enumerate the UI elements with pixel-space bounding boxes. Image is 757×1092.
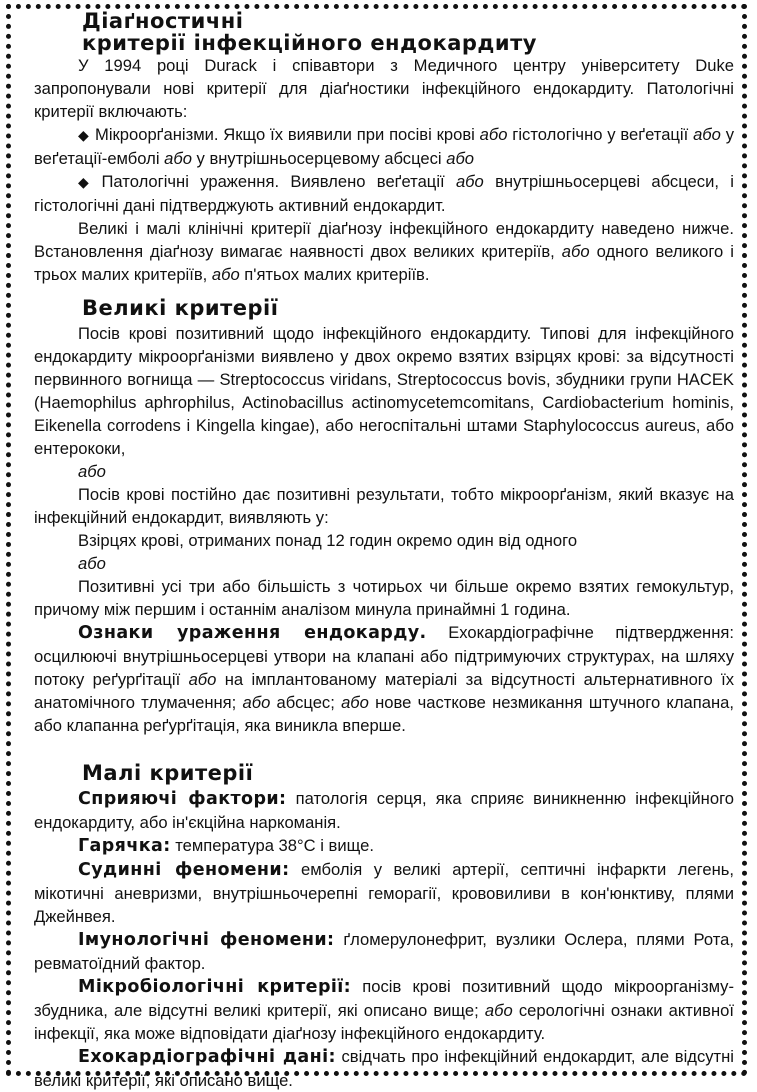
minor-fever: Гарячка: температура 38°С і вище. bbox=[78, 836, 374, 856]
diamond-icon: ◆ bbox=[78, 174, 96, 190]
minor-microbiologic: Мікробіологічні критерії: посів крові позитивний щодо мікроорганізму-збудника, але відсутні великі критерії, які описано вище; або серологічні ознаки активної інфекції, яка може відповідати діаґнозу інфекційного ендокардиту. bbox=[34, 977, 734, 1043]
bullet-microorganisms: ◆ Мікроорґанізми. Якщо їх виявили при посіві крові або гістологічно у веґетації або у веґетації-емболі або у внутрішньосерцевому абсцесі або bbox=[34, 125, 734, 168]
minor-predisposing: Сприяючі фактори: патологія серця, яка сприяє виникненню інфекційного ендокардиту, або ін'єкційна наркоманія. bbox=[34, 789, 734, 832]
minor-criteria-heading: Малі критерії bbox=[82, 761, 254, 785]
diagnosis-paragraph: Великі і малі клінічні критерії діаґнозу інфекційного ендокардиту наведено нижче. Встановлення діаґнозу вимагає наявності двох великих критеріїв, або одного великого і трьох малих критеріїв, або п'ятьох малих критеріїв. bbox=[34, 219, 734, 284]
endocardium-paragraph: Ознаки ураження ендокарду. Ехокардіографічне підтвердження: осцилюючі внутрішньосерцеві утвори на клапані або підтримуючих структурах, на шляху потоку реґурґітації або на імплантованому матеріалі за відсутності альтернативного їх анатомічного тлумачення; або абсцес; або нове часткове незмикання штучного клапана, або клапанна реґурґітація, яка виникла вперше. bbox=[34, 623, 734, 735]
minor-vascular: Судинні феномени: емболія у великі артерії, септичні інфаркти легень, мікотичні аневризми, внутрішньочерепні геморагії, крововиливи в кон'юнктиву, плями Джейнвея. bbox=[34, 860, 735, 926]
minor-immunologic: Імунологічні феномени: ґломерулонефрит, вузлики Ослера, плями Рота, ревматоїдний фактор. bbox=[34, 930, 734, 973]
major-persistent-culture: Посів крові постійно дає позитивні результати, тобто мікроорґанізм, який вказує на інфекційний ендокардит, виявляють у: bbox=[34, 485, 734, 527]
or-separator: або bbox=[78, 554, 106, 573]
major-blood-culture: Посів крові позитивний щодо інфекційного ендокардиту. Типові для інфекційного ендокардиту мікроорґанізми виявлено у двох окремо взятих взірцях крові: за відсутності первинного вогнища — Streptococcus viridans, Streptococcus bovis, збудники групи HACEK (Haemophilus aphrophilus, Actinobacillus actinomycetemcomitans, Cardiobacterium hominis, Eikenella corrodens і Kingella kingae), або негоспітальні штами Staphylococcus aureus, або ентерококи, bbox=[34, 324, 734, 458]
title-line-2: критерії інфекційного ендокардиту bbox=[82, 31, 537, 55]
title-line-1: Діаґностичні bbox=[82, 9, 244, 33]
minor-echo: Ехокардіографічні дані: свідчать про інфекційний ендокардит, але відсутні великі критерії, які описано вище. bbox=[34, 1047, 734, 1090]
document-body bbox=[34, 10, 734, 1092]
intro-paragraph: У 1994 році Durack і співавтори з Медичного центру університету Duke запропонували нові критерії для діаґностики інфекційного ендокардиту. Патологічні критерії включають: bbox=[34, 56, 734, 121]
major-criteria-heading: Великі критерії bbox=[82, 296, 279, 320]
bullet-pathology: ◆ Патологічні ураження. Виявлено веґетації або внутрішньосерцеві абсцеси, і гістологічні дані підтверджують активний ендокардит. bbox=[34, 172, 734, 215]
major-positive-all: Позитивні усі три або більшість з чотирьох чи більше окремо взятих гемокультур, причому між першим і останнім аналізом минула принаймні 1 година. bbox=[34, 577, 734, 619]
diamond-icon: ◆ bbox=[78, 127, 89, 143]
major-samples: Взірцях крові, отриманих понад 12 годин окремо один від одного bbox=[78, 531, 578, 550]
or-separator: або bbox=[78, 462, 106, 481]
